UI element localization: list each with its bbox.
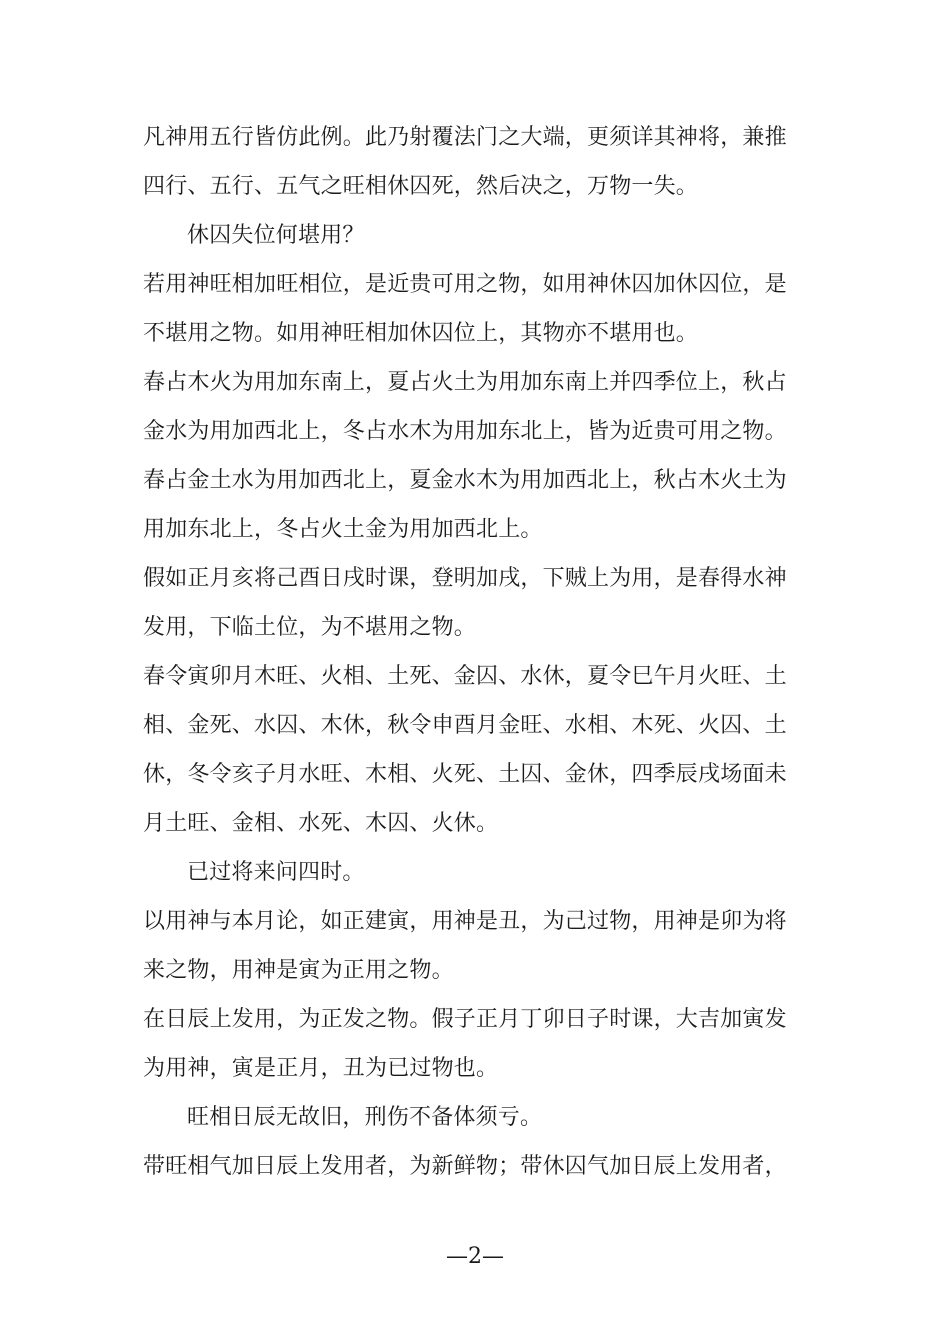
verse-line: 休囚失位何堪用？ bbox=[187, 223, 365, 248]
text-line: 凡神用五行皆仿此例。此乃射覆法门之大端，更须详其神将，兼推 bbox=[143, 125, 787, 150]
text-line: 假如正月亥将己酉日戌时课，登明加戌，下贼上为用，是春得水神 bbox=[143, 566, 787, 591]
text-line: 带旺相气加日辰上发用者，为新鲜物；带休囚气加日辰上发用者， bbox=[143, 1154, 787, 1179]
text-line: 春占金土水为用加西北上，夏金水木为用加西北上，秋占木火土为 bbox=[143, 468, 787, 493]
text-line: 金水为用加西北上，冬占水木为用加东北上，皆为近贵可用之物。 bbox=[143, 419, 787, 444]
text-line: 为用神，寅是正月，丑为已过物也。 bbox=[143, 1056, 499, 1081]
document-body bbox=[143, 113, 815, 1191]
text-line: 用加东北上，冬占火土金为用加西北上。 bbox=[143, 517, 543, 542]
text-line: 发用，下临土位，为不堪用之物。 bbox=[143, 615, 477, 640]
text-line: 来之物，用神是寅为正用之物。 bbox=[143, 958, 454, 983]
page-number: —2— bbox=[446, 1244, 504, 1269]
text-line: 以用神与本月论，如正建寅，用神是丑，为己过物，用神是卯为将 bbox=[143, 909, 787, 934]
verse-line: 已过将来问四时。 bbox=[187, 860, 365, 885]
text-line: 不堪用之物。如用神旺相加休囚位上，其物亦不堪用也。 bbox=[143, 321, 699, 346]
text-line: 在日辰上发用，为正发之物。假子正月丁卯日子时课，大吉加寅发 bbox=[143, 1007, 787, 1032]
text-line: 四行、五行、五气之旺相休囚死，然后决之，万物一失。 bbox=[143, 174, 699, 199]
text-line: 月土旺、金相、水死、木囚、火休。 bbox=[143, 811, 499, 836]
text-line: 相、金死、水囚、木休，秋令申酉月金旺、水相、木死、火囚、土 bbox=[143, 713, 787, 738]
text-line: 春占木火为用加东南上，夏占火土为用加东南上并四季位上，秋占 bbox=[143, 370, 787, 395]
text-line: 若用神旺相加旺相位，是近贵可用之物，如用神休囚加休囚位，是 bbox=[143, 272, 787, 297]
verse-line: 旺相日辰无故旧，刑伤不备体须亏。 bbox=[187, 1105, 543, 1130]
text-line: 休，冬令亥子月水旺、木相、火死、土囚、金休，四季辰戌场面未 bbox=[143, 762, 787, 787]
text-line: 春令寅卯月木旺、火相、土死、金囚、水休，夏令巳午月火旺、土 bbox=[143, 664, 787, 689]
